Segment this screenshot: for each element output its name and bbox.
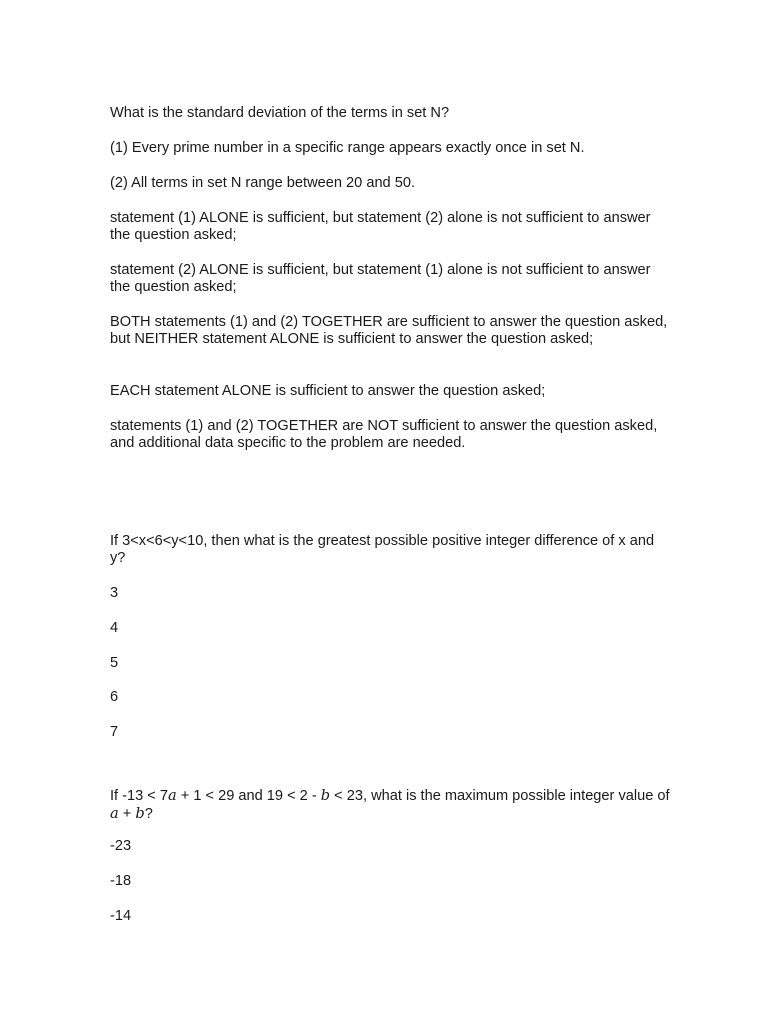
question-3-stem: [110, 787, 670, 823]
question-3-choice-c: -14: [110, 908, 132, 924]
question-1-choice-a: statement (1) ALONE is sufficient, but statement (2) alone is not sufficient to answer the question asked;: [110, 210, 651, 243]
question-3-choice-a: -23: [110, 838, 132, 854]
question-3-stem-text-1: If -13 < 7: [110, 788, 169, 804]
question-1-choice-d: EACH statement ALONE is sufficient to answer the question asked;: [110, 383, 546, 399]
variable-b: b: [320, 787, 331, 804]
question-1-stem: What is the standard deviation of the terms in set N?: [110, 105, 450, 121]
question-1-choice-c: BOTH statements (1) and (2) TOGETHER are sufficient to answer the question asked, but NEITHER statement ALONE is sufficient to answer the question asked;: [110, 314, 668, 347]
question-mark: ?: [144, 806, 153, 822]
question-2-choice-e: 7: [110, 724, 119, 740]
question-2-choice-a: 3: [110, 585, 119, 601]
question-1-statement-2: (2) All terms in set N range between 20 and 50.: [110, 175, 416, 191]
variable-b: b: [135, 805, 145, 822]
question-3-stem-text-2: + 1 < 29 and 19 < 2 -: [176, 788, 321, 804]
variable-a: a: [168, 787, 177, 804]
question-3-choice-b: -18: [110, 873, 132, 889]
question-3-stem-text-3: < 23, what is the maximum possible integer value of: [330, 788, 670, 804]
question-2-choice-d: 6: [110, 689, 119, 705]
question-1-statement-1: (1) Every prime number in a specific range appears exactly once in set N.: [110, 140, 585, 156]
plus-sign: +: [118, 806, 136, 822]
question-1-choice-e: statements (1) and (2) TOGETHER are NOT sufficient to answer the question asked, and additional data specific to the problem are needed.: [110, 418, 658, 451]
question-2-stem: If 3<x<6<y<10, then what is the greatest possible positive integer difference of x and y?: [110, 533, 655, 566]
variable-a: a: [110, 805, 119, 822]
question-2-choice-c: 5: [110, 655, 119, 671]
question-1-choice-b: statement (2) ALONE is sufficient, but statement (1) alone is not sufficient to answer the question asked;: [110, 262, 651, 295]
question-2-choice-b: 4: [110, 620, 119, 636]
